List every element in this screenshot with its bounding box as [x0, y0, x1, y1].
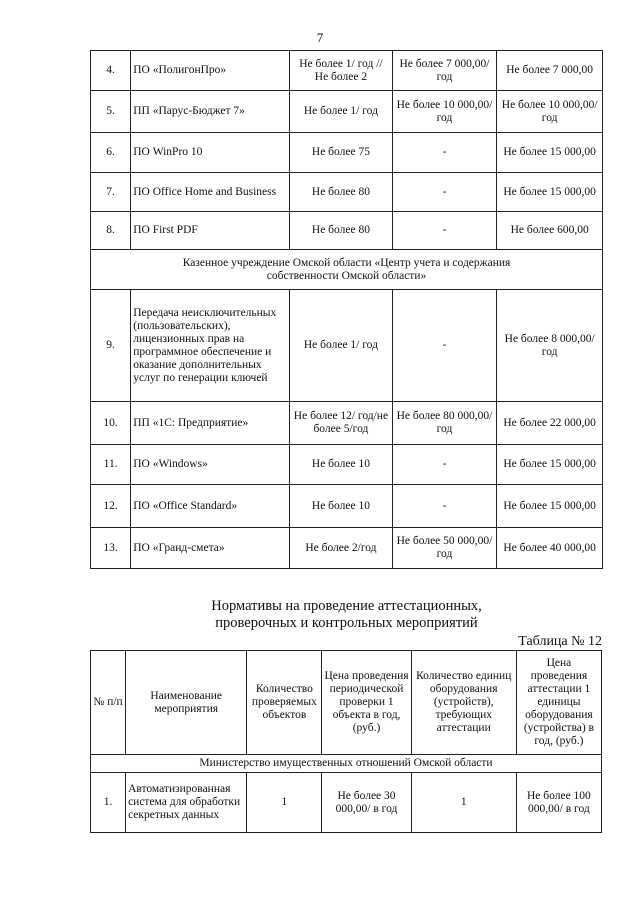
row-name: ПО WinPro 10	[131, 133, 290, 173]
organization-title: Министерство имущественных отношений Омской области	[91, 755, 602, 773]
table-row	[91, 773, 602, 833]
row-price: Не более 40 000,00	[497, 528, 603, 569]
row-price-year: Не более 10 000,00/ год	[392, 91, 497, 133]
row-price-year: -	[392, 290, 497, 402]
table-row	[91, 485, 603, 528]
row-price-year: Не более 80 000,00/ год	[392, 402, 497, 445]
table-row	[91, 51, 603, 91]
row-price-year: -	[392, 485, 497, 528]
section-title-line-1: Нормативы на проведение аттестационных,	[211, 598, 482, 614]
certification-norms-table	[90, 650, 602, 833]
row-number: 8.	[91, 212, 131, 250]
row-price: Не более 8 000,00/год	[497, 290, 603, 402]
row-number: 13.	[91, 528, 131, 569]
row-name: Передача неисключительных (пользовательских), лицензионных прав на программное обеспечение и оказание дополнительных услуг по генерации ключей	[131, 290, 290, 402]
row-price-year: -	[392, 173, 497, 212]
table-row	[91, 173, 603, 212]
row-equipment-count: 1	[411, 773, 516, 833]
row-number: 9.	[91, 290, 131, 402]
row-quantity: Не более 10	[290, 445, 392, 485]
row-number: 5.	[91, 91, 131, 133]
row-quantity: Не более 80	[290, 173, 392, 212]
row-price-year: -	[392, 133, 497, 173]
table-row	[91, 91, 603, 133]
row-name: ПП «Парус-Бюджет 7»	[131, 91, 290, 133]
row-name: ПО First PDF	[131, 212, 290, 250]
row-quantity: Не более 10	[290, 485, 392, 528]
row-price: Не более 600,00	[497, 212, 603, 250]
row-price: Не более 15 000,00	[497, 173, 603, 212]
org-row	[91, 755, 602, 773]
row-name: ПО «Windows»	[131, 445, 290, 485]
table-header-row	[91, 651, 602, 755]
row-quantity: Не более 1/ год	[290, 91, 392, 133]
header-equipment-count: Количество единиц оборудования (устройств), требующих аттестации	[411, 651, 516, 755]
row-price: Не более 22 000,00	[497, 402, 603, 445]
row-quantity: Не более 75	[290, 133, 392, 173]
row-price-year: -	[392, 445, 497, 485]
table-row	[91, 445, 603, 485]
row-number: 1.	[91, 773, 126, 833]
row-price-year: Не более 7 000,00/ год	[392, 51, 497, 91]
row-price: Не более 15 000,00	[497, 485, 603, 528]
row-number: 4.	[91, 51, 131, 91]
row-number: 12.	[91, 485, 131, 528]
row-check-price: Не более 30 000,00/ в год	[322, 773, 411, 833]
row-number: 7.	[91, 173, 131, 212]
row-price: Не более 15 000,00	[497, 445, 603, 485]
section-title-line-2: проверочных и контрольных мероприятий	[215, 615, 478, 631]
header-name: Наименование мероприятия	[126, 651, 247, 755]
header-objects-count: Количество проверяемых объектов	[247, 651, 322, 755]
row-quantity: Не более 1/ год // Не более 2	[290, 51, 392, 91]
row-number: 10.	[91, 402, 131, 445]
table-row	[91, 528, 603, 569]
table-row	[91, 290, 603, 402]
software-norms-table	[90, 50, 603, 569]
table-label: Таблица № 12	[518, 634, 602, 649]
row-name: ПО «Гранд-смета»	[131, 528, 290, 569]
row-name: ПО «Office Standard»	[131, 485, 290, 528]
row-quantity: Не более 2/год	[290, 528, 392, 569]
row-name: ПП «1С: Предприятие»	[131, 402, 290, 445]
page-number: 7	[316, 30, 324, 45]
row-quantity: Не более 80	[290, 212, 392, 250]
row-name: ПО «ПолигонПро»	[131, 51, 290, 91]
row-quantity: Не более 1/ год	[290, 290, 392, 402]
organization-title: Казенное учреждение Омской области «Центр учета и содержания собственности Омской области»	[91, 250, 603, 290]
row-number: 6.	[91, 133, 131, 173]
row-quantity: Не более 12/ год/не более 5/год	[290, 402, 392, 445]
header-number: № п/п	[91, 651, 126, 755]
row-price-year: Не более 50 000,00/ год	[392, 528, 497, 569]
header-check-price: Цена проведения периодической проверки 1 объекта в год, (руб.)	[322, 651, 411, 755]
row-name: Автоматизированная система для обработки секретных данных	[126, 773, 247, 833]
table-row	[91, 402, 603, 445]
row-price: Не более 10 000,00/ год	[497, 91, 603, 133]
table-row	[91, 133, 603, 173]
row-number: 11.	[91, 445, 131, 485]
table-row	[91, 212, 603, 250]
row-certification-price: Не более 100 000,00/ в год	[516, 773, 601, 833]
row-price: Не более 7 000,00	[497, 51, 603, 91]
row-objects-count: 1	[247, 773, 322, 833]
org-row	[91, 250, 603, 290]
row-name: ПО Office Home and Business	[131, 173, 290, 212]
header-certification-price: Цена проведения аттестации 1 единицы оборудования (устройства) в год, (руб.)	[516, 651, 601, 755]
row-price: Не более 15 000,00	[497, 133, 603, 173]
row-price-year: -	[392, 212, 497, 250]
